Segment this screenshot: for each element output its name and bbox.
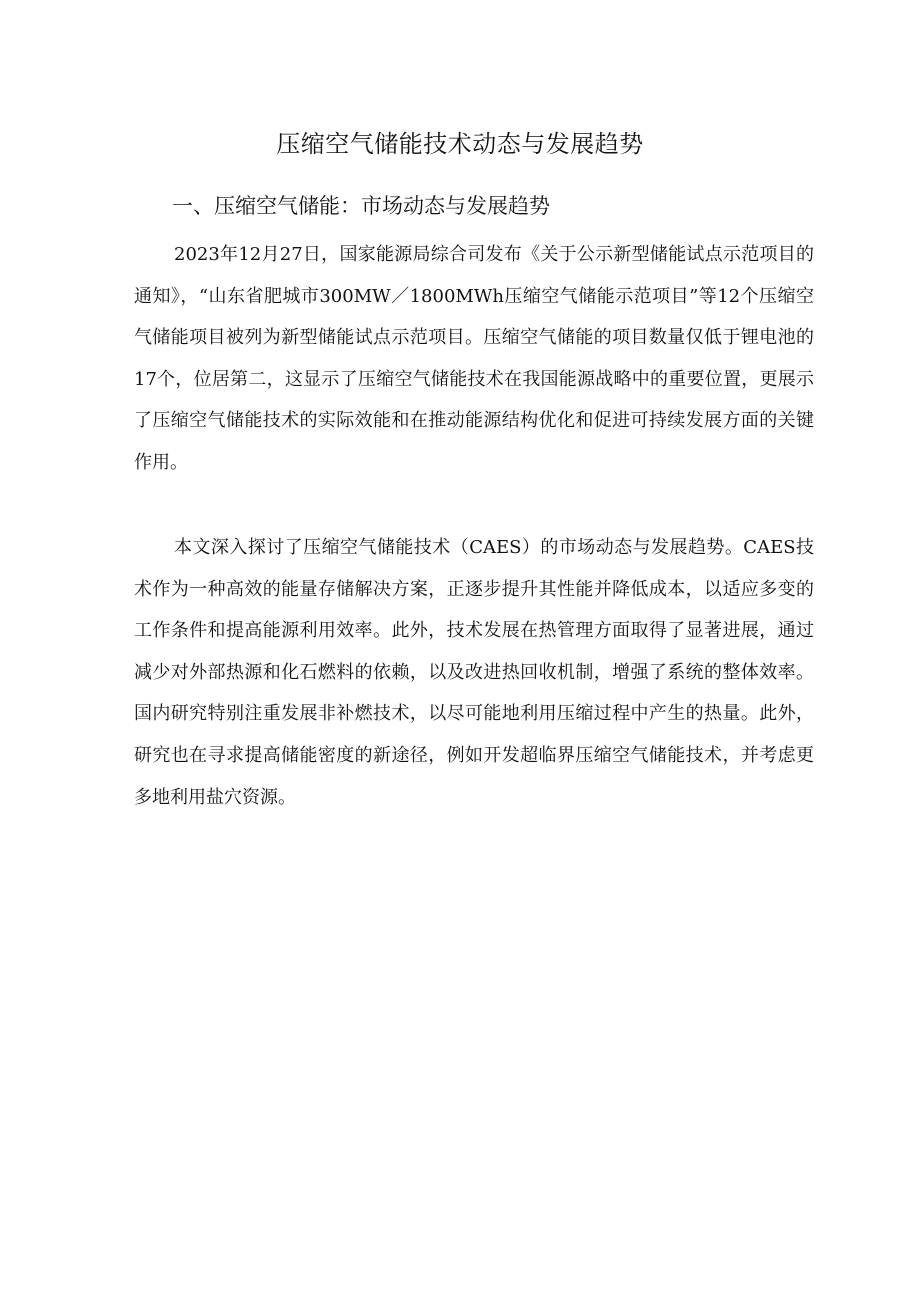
paragraph-1: 2023年12月27日，国家能源局综合司发布《关于公示新型储能试点示范项目的通知》，“山东省肥城市300MW／1800MWh压缩空气储能示范项目”等12个压缩空气储能项目被列为新型储能试点示范项目。压缩空气储能的项目数量仅低于锂电池的17个，位居第二，这显示了压缩空气储能技术在我国能源战略中的重要位置，更展示了压缩空气储能技术的实际效能和在推动能源结构优化和促进可持续发展方面的关键作用。 [134,244,814,473]
section-heading: 一、压缩空气储能：市场动态与发展趋势 [172,194,550,218]
document-title: 压缩空气储能技术动态与发展趋势 [276,130,644,158]
paragraph-2: 本文深入探讨了压缩空气储能技术（CAES）的市场动态与发展趋势。CAES技术作为一种高效的能量存储解决方案，正逐步提升其性能并降低成本，以适应多变的工作条件和提高能源利用效率。此外，技术发展在热管理方面取得了显著进展，通过减少对外部热源和化石燃料的依赖，以及改进热回收机制，增强了系统的整体效率。国内研究特别注重发展非补燃技术，以尽可能地利用压缩过程中产生的热量。此外，研究也在寻求提高储能密度的新途径，例如开发超临界压缩空气储能技术，并考虑更多地利用盐穴资源。 [134,537,814,808]
